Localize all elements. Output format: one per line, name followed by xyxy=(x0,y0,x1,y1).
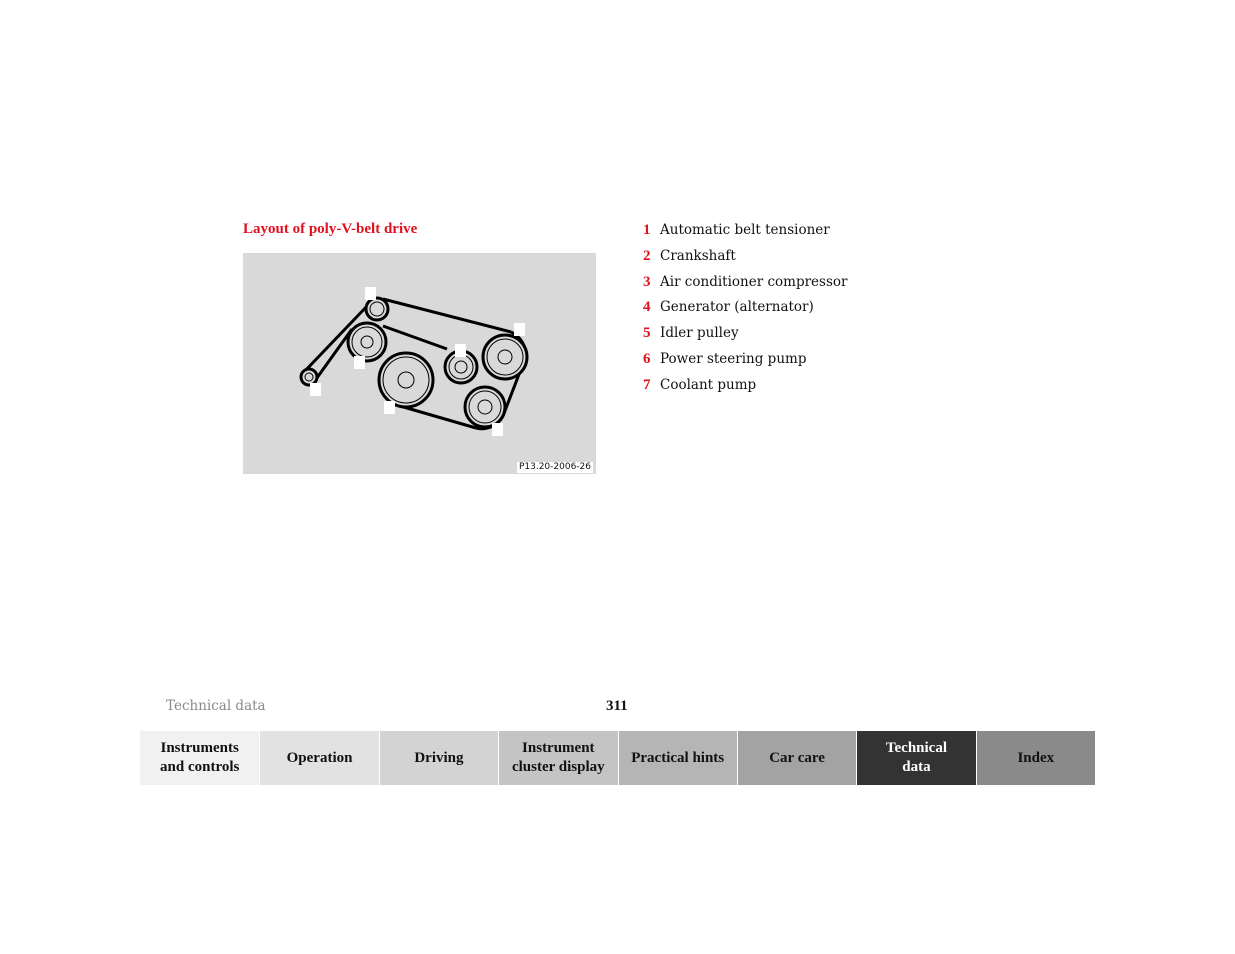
callout-box xyxy=(365,287,376,300)
legend-item xyxy=(643,247,847,273)
legend-number: 2 xyxy=(643,247,651,264)
nav-tab-instrument-cluster-display[interactable]: Instrument cluster display xyxy=(498,731,617,785)
figure-code: P13.20-2006-26 xyxy=(518,462,591,472)
nav-tab-index[interactable]: Index xyxy=(976,731,1095,785)
callout-box xyxy=(310,383,321,396)
legend-item xyxy=(643,273,847,299)
legend-label: Coolant pump xyxy=(660,376,757,393)
nav-tab-car-care[interactable]: Car care xyxy=(737,731,856,785)
nav-tab-practical-hints[interactable]: Practical hints xyxy=(618,731,737,785)
legend-label: Air conditioner compressor xyxy=(660,273,848,290)
legend-list xyxy=(643,221,847,402)
callout-box xyxy=(455,344,466,357)
callout-box xyxy=(492,423,503,436)
nav-tab-operation[interactable]: Operation xyxy=(259,731,378,785)
belt-drive-diagram xyxy=(243,253,596,474)
callout-box xyxy=(354,356,365,369)
legend-label: Power steering pump xyxy=(660,350,807,367)
legend-item xyxy=(643,298,847,324)
chapter-nav xyxy=(140,731,1095,785)
legend-item xyxy=(643,376,847,402)
legend-label: Idler pulley xyxy=(660,325,739,342)
belt-drive-figure xyxy=(243,253,596,474)
legend-number: 4 xyxy=(643,299,651,316)
legend-item xyxy=(643,324,847,350)
legend-number: 1 xyxy=(643,222,651,238)
legend-label: Generator (alternator) xyxy=(660,299,814,316)
nav-tab-technical-data[interactable]: Technical data xyxy=(856,731,975,785)
legend-number: 6 xyxy=(643,350,651,367)
legend-number: 5 xyxy=(643,325,651,342)
nav-tab-instruments-and-controls[interactable]: Instruments and controls xyxy=(140,731,259,785)
legend-item xyxy=(643,221,847,247)
footer-section-name: Technical data xyxy=(166,698,266,714)
legend-number: 7 xyxy=(643,376,651,393)
legend-label: Crankshaft xyxy=(660,247,736,264)
legend-label: Automatic belt tensioner xyxy=(660,222,830,238)
legend-item xyxy=(643,350,847,376)
section-title: Layout of poly-V-belt drive xyxy=(243,221,418,237)
callout-box xyxy=(384,401,395,414)
callout-box xyxy=(514,323,525,336)
nav-tab-driving[interactable]: Driving xyxy=(379,731,498,785)
legend-number: 3 xyxy=(643,273,651,290)
page-number: 311 xyxy=(606,698,628,714)
